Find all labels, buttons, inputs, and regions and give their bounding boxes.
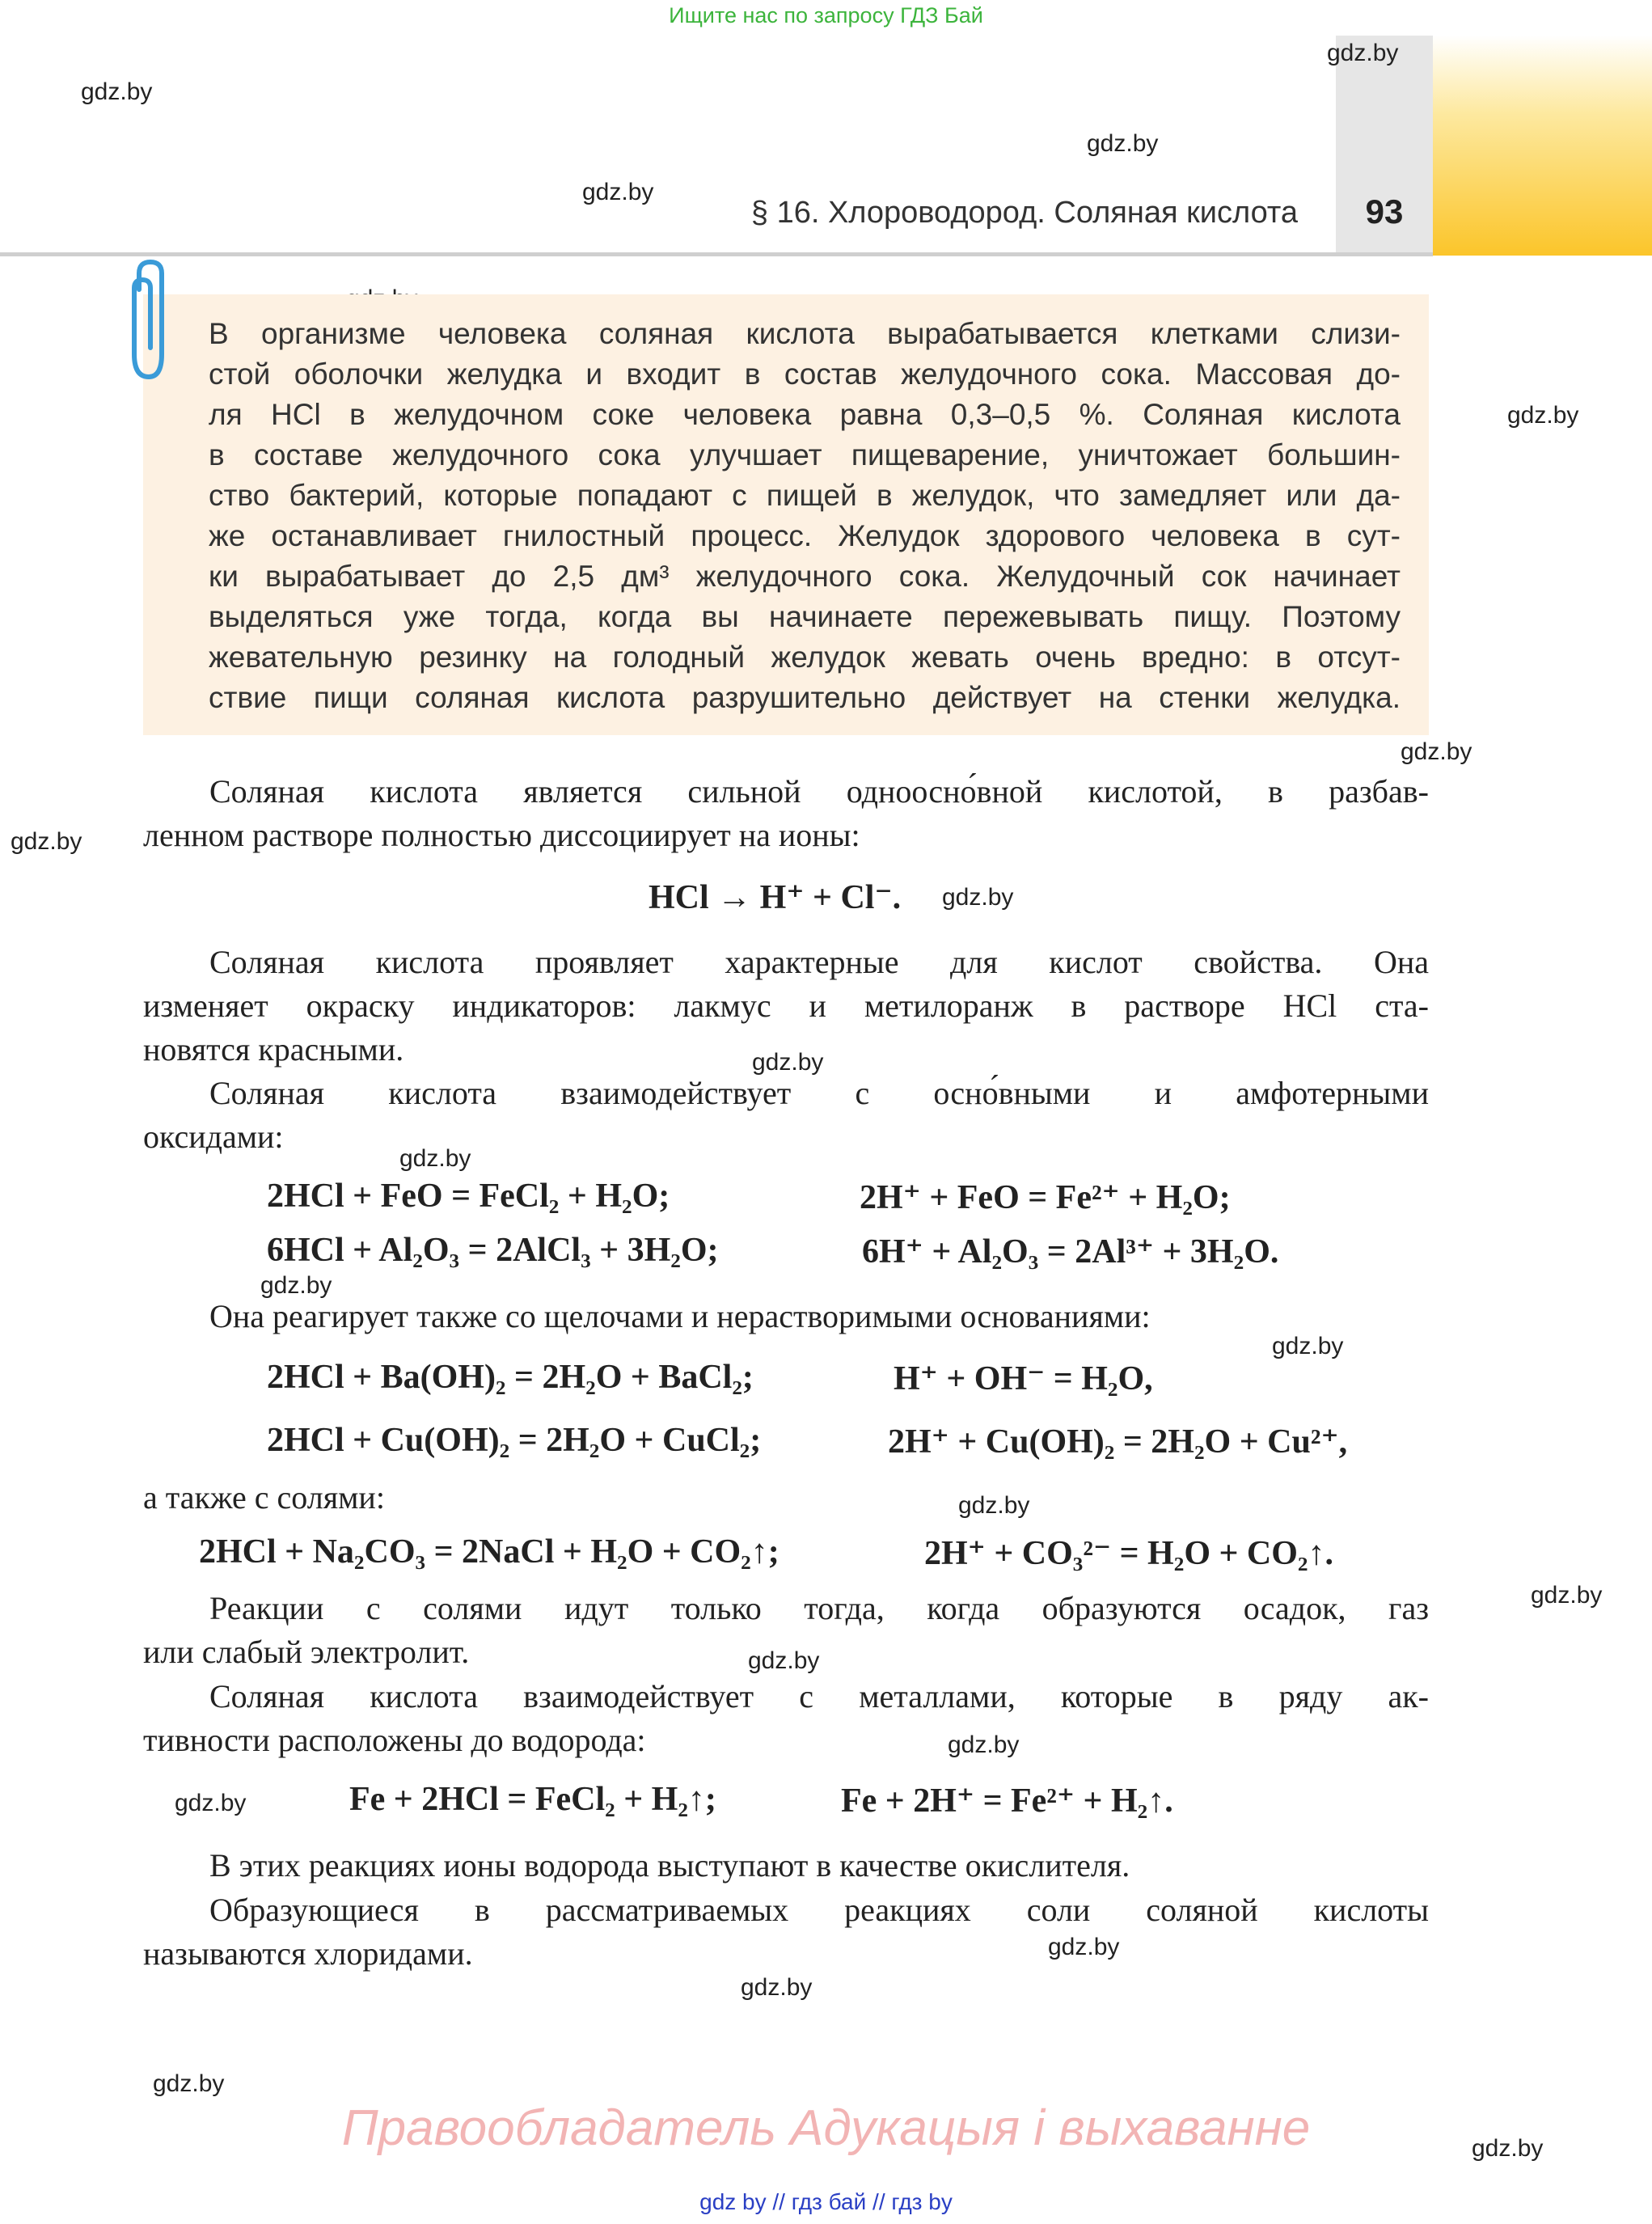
watermark: gdz.by [582, 179, 654, 205]
paragraph [143, 1587, 1429, 1674]
watermark: gdz.by [1327, 40, 1399, 66]
equation: Fe + 2H⁺ = Fe²⁺ + H₂↑. [841, 1782, 1173, 1820]
equation: 6HCl + Al₂O₃ = 2AlCl₃ + 3H₂O; [267, 1232, 719, 1269]
watermark: gdz.by [1531, 1582, 1603, 1609]
note-line: В организме человека соляная кислота вырабатывается клетками слизи- [209, 317, 1401, 350]
watermark: gdz.by [948, 1731, 1020, 1758]
paragraph [143, 1675, 1429, 1762]
equation: 2H⁺ + FeO = Fe²⁺ + H₂O; [860, 1179, 1231, 1216]
watermark: gdz.by [942, 884, 1014, 911]
footer-links[interactable]: gdz by // гдз бай // гдз by [699, 2189, 953, 2214]
watermark: gdz.by [1401, 738, 1472, 765]
text-line: оксидами: [143, 1118, 284, 1155]
text-line: Образующиеся в рассматриваемых реакциях соли соляной кислоты [209, 1892, 1429, 1928]
note-line: ки вырабатывает до 2,5 дм³ желудочного сока. Желудочный сок начинает [209, 560, 1401, 593]
watermark: gdz.by [260, 1272, 332, 1299]
note-line: ля HCl в желудочном соке человека равна 0,3–0,5 %. Соляная кислота [209, 398, 1401, 431]
watermark: gdz.by [1507, 402, 1579, 429]
header-yellow-gradient [1433, 36, 1652, 256]
note-line: выделяться уже тогда, когда вы начинаете пережевывать пищу. Поэтому [209, 600, 1401, 633]
text-line: изменяет окраску индикаторов: лакмус и метилоранж в растворе HCl ста- [143, 987, 1429, 1024]
paragraph [143, 770, 1429, 857]
watermark: gdz.by [153, 2070, 225, 2097]
text-line: Реакции с солями идут только тогда, когда образуются осадок, газ [209, 1590, 1429, 1626]
watermark: gdz.by [1272, 1333, 1344, 1359]
note-line: жевательную резинку на голодный желудок жевать очень вредно: в отсут- [209, 641, 1401, 674]
text-line: Соляная кислота взаимодействует с осно́вными и амфотерными [209, 1075, 1429, 1111]
equation: 2H⁺ + Cu(OH)₂ = 2H₂O + Cu²⁺, [888, 1423, 1348, 1461]
page-title: § 16. Хлороводород. Соляная кислота [750, 196, 1298, 230]
copyright-notice: Правообладатель Адукацыя і выхаванне [341, 2100, 1311, 2156]
paragraph [143, 1072, 1429, 1159]
note-line: в составе желудочного сока улучшает пищеварение, уничтожает большин- [209, 438, 1401, 471]
paperclip-icon [121, 257, 186, 387]
equation: 2HCl + FeO = FeCl₂ + H₂O; [267, 1178, 670, 1215]
watermark: gdz.by [11, 828, 82, 855]
watermark: gdz.by [81, 78, 153, 105]
top-banner[interactable]: Ищите нас по запросу ГДЗ Бай [669, 3, 983, 27]
text-line: Она реагирует также со щелочами и нерастворимыми основаниями: [209, 1298, 1151, 1334]
equation: 2HCl + Cu(OH)₂ = 2H₂O + CuCl₂; [267, 1422, 762, 1459]
paragraph [143, 1476, 1429, 1520]
watermark: gdz.by [1048, 1934, 1120, 1960]
header-divider [0, 252, 1433, 256]
watermark: gdz.by [958, 1492, 1030, 1519]
note-line: же останавливает гнилостный процесс. Желудок здорового человека в сут- [209, 519, 1401, 552]
watermark: gdz.by [741, 1974, 813, 2001]
equation-dissociation: HCl → H⁺ + Cl⁻. [649, 879, 902, 916]
text-line: Соляная кислота проявляет характерные для кислот свойства. Она [209, 944, 1429, 980]
equation: 2HCl + Na₂CO₃ = 2NaCl + H₂O + CO₂↑; [199, 1533, 780, 1571]
text-line: ленном растворе полностью диссоциирует на ионы: [143, 817, 860, 853]
text-line: или слабый электролит. [143, 1634, 470, 1670]
text-line: новятся красными. [143, 1031, 404, 1068]
note-line: ство бактерий, которые попадают с пищей в желудок, что замедляет или да- [209, 479, 1401, 512]
paragraph [143, 941, 1429, 1072]
equation: 2H⁺ + CO₃²⁻ = H₂O + CO₂↑. [924, 1535, 1334, 1572]
equation: H⁺ + OH⁻ = H₂O, [894, 1360, 1153, 1397]
page-number: 93 [1365, 192, 1404, 230]
text-line: Соляная кислота взаимодействует с металлами, которые в ряду ак- [209, 1678, 1429, 1715]
watermark: gdz.by [1087, 130, 1159, 157]
equation: 6H⁺ + Al₂O₃ = 2Al³⁺ + 3H₂O. [862, 1233, 1279, 1271]
watermark: gdz.by [748, 1647, 820, 1674]
watermark: gdz.by [399, 1145, 471, 1172]
text-line: а также с солями: [143, 1479, 385, 1516]
watermark: gdz.by [752, 1049, 824, 1076]
watermark: gdz.by [1472, 2135, 1544, 2162]
equation: 2HCl + Ba(OH)₂ = 2H₂O + BaCl₂; [267, 1359, 754, 1396]
equation: Fe + 2HCl = FeCl₂ + H₂↑; [349, 1781, 716, 1818]
paragraph [143, 1295, 1429, 1338]
paragraph [143, 1844, 1429, 1888]
text-line: Соляная кислота является сильной одноосно́вной кислотой, в разбав- [209, 773, 1429, 810]
text-line: В этих реакциях ионы водорода выступают в качестве окислителя. [209, 1847, 1130, 1884]
text-line: называются хлоридами. [143, 1935, 473, 1972]
paragraph [143, 1888, 1429, 1976]
watermark: gdz.by [175, 1790, 247, 1816]
note-text [209, 314, 1401, 718]
note-line: стой оболочки желудка и входит в состав желудочного сока. Массовая до- [209, 357, 1401, 391]
note-line: ствие пищи соляная кислота разрушительно действует на стенки желудка. [209, 681, 1401, 714]
text-line: тивности расположены до водорода: [143, 1722, 646, 1758]
